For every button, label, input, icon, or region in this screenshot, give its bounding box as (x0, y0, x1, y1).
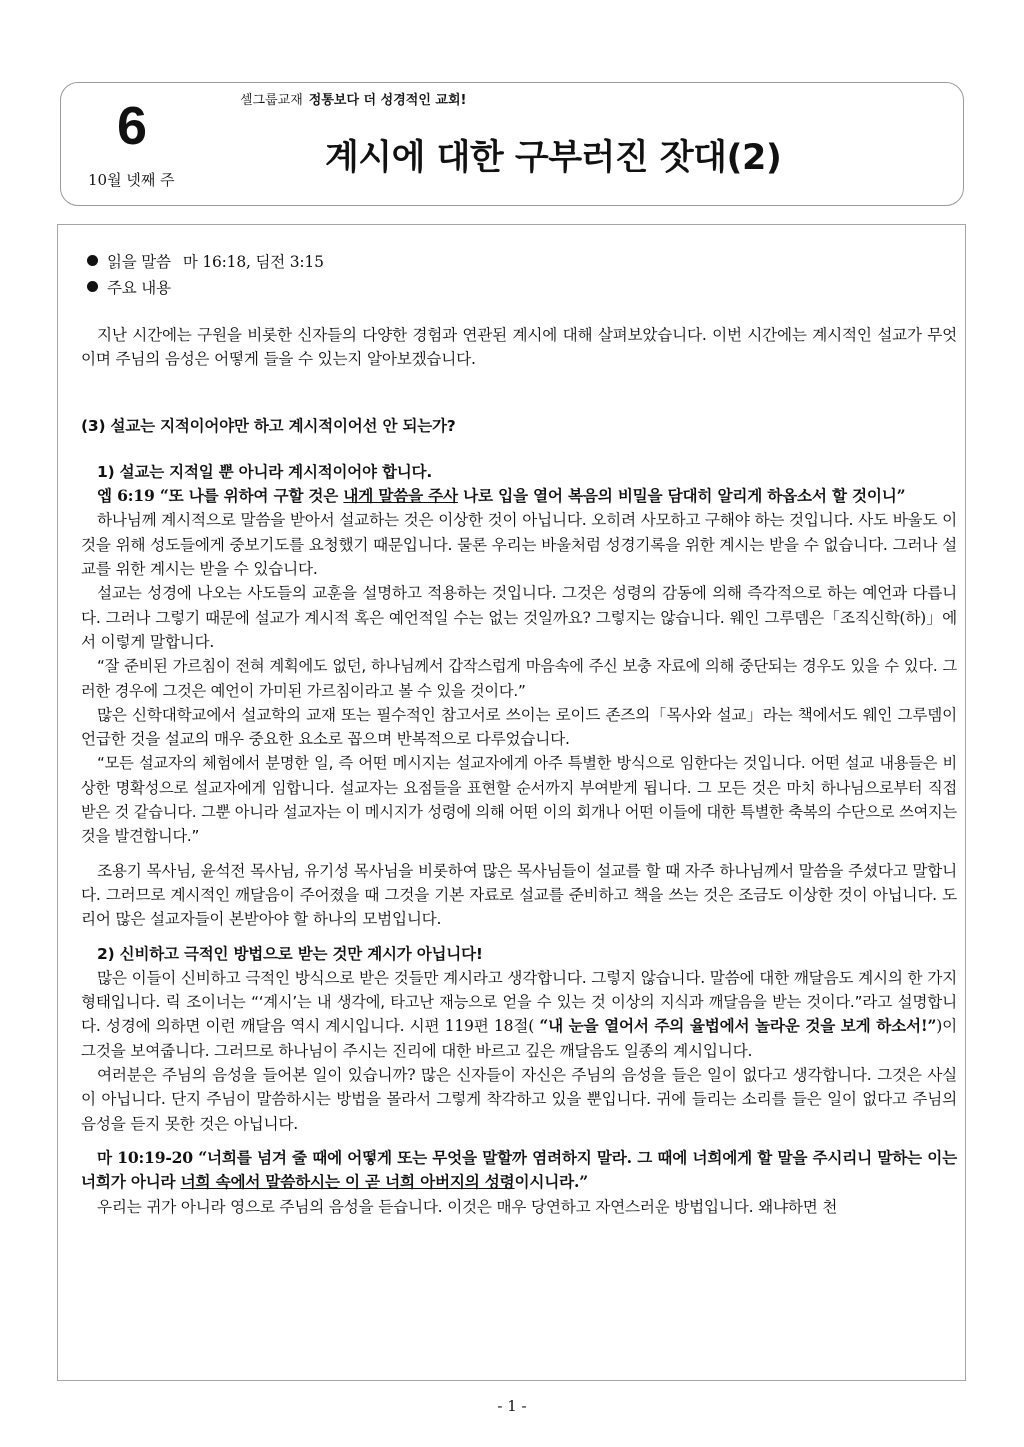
paragraph: 우리는 귀가 아니라 영으로 주님의 음성을 듣습니다. 이것은 매우 당연하고 자연스러운 방법입니다. 왜냐하면 천 (97, 1197, 838, 1216)
verse-underlined: 너희 속에서 말씀하시는 이 곧 너희 아버지의 성령 (180, 1172, 515, 1192)
verse-text: 나로 입을 열어 복음의 비밀을 담대히 알리게 하옵소서 할 것이니” (457, 486, 906, 506)
paragraph: 설교는 성경에 나오는 사도들의 교훈을 설명하고 적용하는 것입니다. 그것은 성령의 감동에 의해 즉각적으로 하는 예언과 다릅니다. 그러나 그렇기 때문에 설교가 계시적 혹은 예언적일 수는 없는 것일까요? 그렇지는 않습니다. 웨인 그루뎀은「조직신학(하)」에서 이렇게 말합니다. (81, 584, 957, 651)
text: )이 그것을 보여줍니다. 그러므로 하나님이 주시는 진리에 대한 바르고 깊은 깨달음도 일종의 계시입니다. (81, 1017, 958, 1060)
verse-underlined: 내게 말씀을 주사 (343, 486, 458, 506)
text: 라고 설명합니다. 성경에 의하면 이런 깨달음 역시 계시입니다. 시편 119편 18절( (81, 993, 957, 1036)
series-line (240, 93, 466, 109)
intro-paragraph: 지난 시간에는 구원을 비롯한 신자들의 다양한 경험과 연관된 계시에 대해 살펴보았습니다. 이번 시간에는 계시적인 설교가 무엇이며 주님의 음성은 어떻게 들을 수 있는지 알아보겠습니다. (81, 326, 957, 369)
quote-joyner: “‘계시’는 내 생각에, 타고난 재능으로 얻을 수 있는 것 이상의 지식과 깨달음을 받는 것이다.” (251, 993, 863, 1012)
text: 많은 이들이 신비하고 극적인 방식으로 받은 것들만 계시라고 생각합니다. 그렇지 않습니다. 말씀에 대한 깨달음도 계시의 한 가지 형태입니다. 릭 조이너는 (81, 968, 957, 1012)
reading-label: 읽을 말씀 (107, 253, 171, 271)
verse-eph-6-19 (81, 484, 957, 508)
verse-text: 마 10:19-20 “너희를 넘겨 줄 때에 어떻게 또는 무엇을 말할까 염려하지 말라. 그 때에 너희에게 할 말을 주시리니 말하는 이는 너희가 아니라 (81, 1147, 957, 1192)
paragraph: 조용기 목사님, 윤석전 목사님, 유기성 목사님을 비롯하여 많은 목사님들이 설교를 할 때 자주 하나님께서 말씀을 주셨다고 말합니다. 그러므로 계시적인 깨달음이 주어졌을 때 그것을 기본 자료로 설교를 준비하고 책을 쓰는 것은 조금도 이상한 것이 아닙니다. 도리어 많은 설교자들이 본받아야 할 하나의 모범입니다. (81, 861, 957, 929)
lesson-number: 6 (117, 96, 148, 156)
paragraph: 하나님께 계시적으로 말씀을 받아서 설교하는 것은 이상한 것이 아닙니다. 오히려 사모하고 구해야 하는 것입니다. 사도 바울도 이것을 위해 성도들에게 중보기도를 요청했기 때문입니다. 물론 우리는 바울처럼 성경기록을 위한 계시는 받을 수 없습니다. 그러나 설교를 위한 계시는 받을 수 있습니다. (81, 511, 957, 579)
point-2-title: 2) 신비하고 극적인 방법으로 받는 것만 계시가 아닙니다! (97, 944, 483, 963)
paragraph: 많은 신학대학교에서 설교학의 교재 또는 필수적인 참고서로 쓰이는 로이드 존즈의「목사와 설교」라는 책에서도 웨인 그루뎀이 언급한 것을 설교의 매우 중요한 요소로 꼽으며 반복적으로 다루었습니다. (81, 705, 957, 749)
paragraph (81, 966, 957, 1063)
verse-text: 엡 6:19 “또 나를 위하여 구할 것은 (97, 486, 344, 506)
summary-line (81, 275, 957, 301)
verse-text: 이시니라.” (514, 1172, 588, 1192)
lesson-content (81, 249, 957, 1219)
verse-psalm-119-18: “내 눈을 열어서 주의 율법에서 놀라운 것을 보게 하소서!” (539, 1016, 937, 1036)
verse-matt-10-19 (81, 1146, 957, 1195)
series-title: 정통보다 더 성경적인 교회! (308, 93, 467, 108)
section-3-title: (3) 설교는 지적이어야만 하고 계시적이어선 안 되는가? (81, 416, 456, 435)
page-number: - 1 - (497, 1397, 527, 1415)
lesson-week: 10월 넷째 주 (88, 171, 175, 189)
reading-line (81, 249, 957, 275)
quote-grudem: “잘 준비된 가르침이 전혀 계획에도 없던, 하나님께서 갑작스럽게 마음속에 주신 보충 자료에 의해 중단되는 경우도 있을 수 있다. 그러한 경우에 그것은 예언이 가미된 가르침이라고 볼 수 있을 것이다.” (81, 657, 957, 700)
reading-refs: 마 16:18, 딤전 3:15 (182, 253, 324, 271)
quote-lloyd-jones: “모든 설교자의 체험에서 분명한 일, 즉 어떤 메시지는 설교자에게 아주 특별한 방식으로 임한다는 것입니다. 어떤 설교 내용들은 비상한 명확성으로 설교자에게 임합니다. 설교자는 요점들을 표현할 순서까지 부여받게 됩니다. 그 모든 것은 마치 하나님으로부터 직접 받은 것 같습니다. 그뿐 아니라 설교자는 이 메시지가 성령에 의해 어떤 이의 회개나 어떤 이들에 대한 특별한 축복의 수단으로 쓰여지는 것을 발견합니다.” (81, 754, 957, 846)
paragraph: 여러분은 주님의 음성을 들어본 일이 있습니까? 많은 신자들이 자신은 주님의 음성을 들은 일이 없다고 생각합니다. 그것은 사실이 아닙니다. 단지 주님이 말씀하시는 방법을 몰라서 그렇게 착각하고 있을 뿐입니다. 귀에 들리는 소리를 들은 일이 없다고 주님의 음성을 듣지 못한 것은 아닙니다. (81, 1066, 957, 1133)
lesson-title: 계시에 대한 구부러진 잣대(2) (325, 138, 782, 178)
summary-label: 주요 내용 (107, 279, 171, 297)
point-1-title: 1) 설교는 지적일 뿐 아니라 계시적이어야 합니다. (97, 462, 433, 481)
series-label: 셀그룹교재 (240, 93, 303, 108)
content-box (57, 224, 966, 1381)
bullet-icon (87, 281, 98, 292)
bullet-icon (87, 255, 98, 266)
